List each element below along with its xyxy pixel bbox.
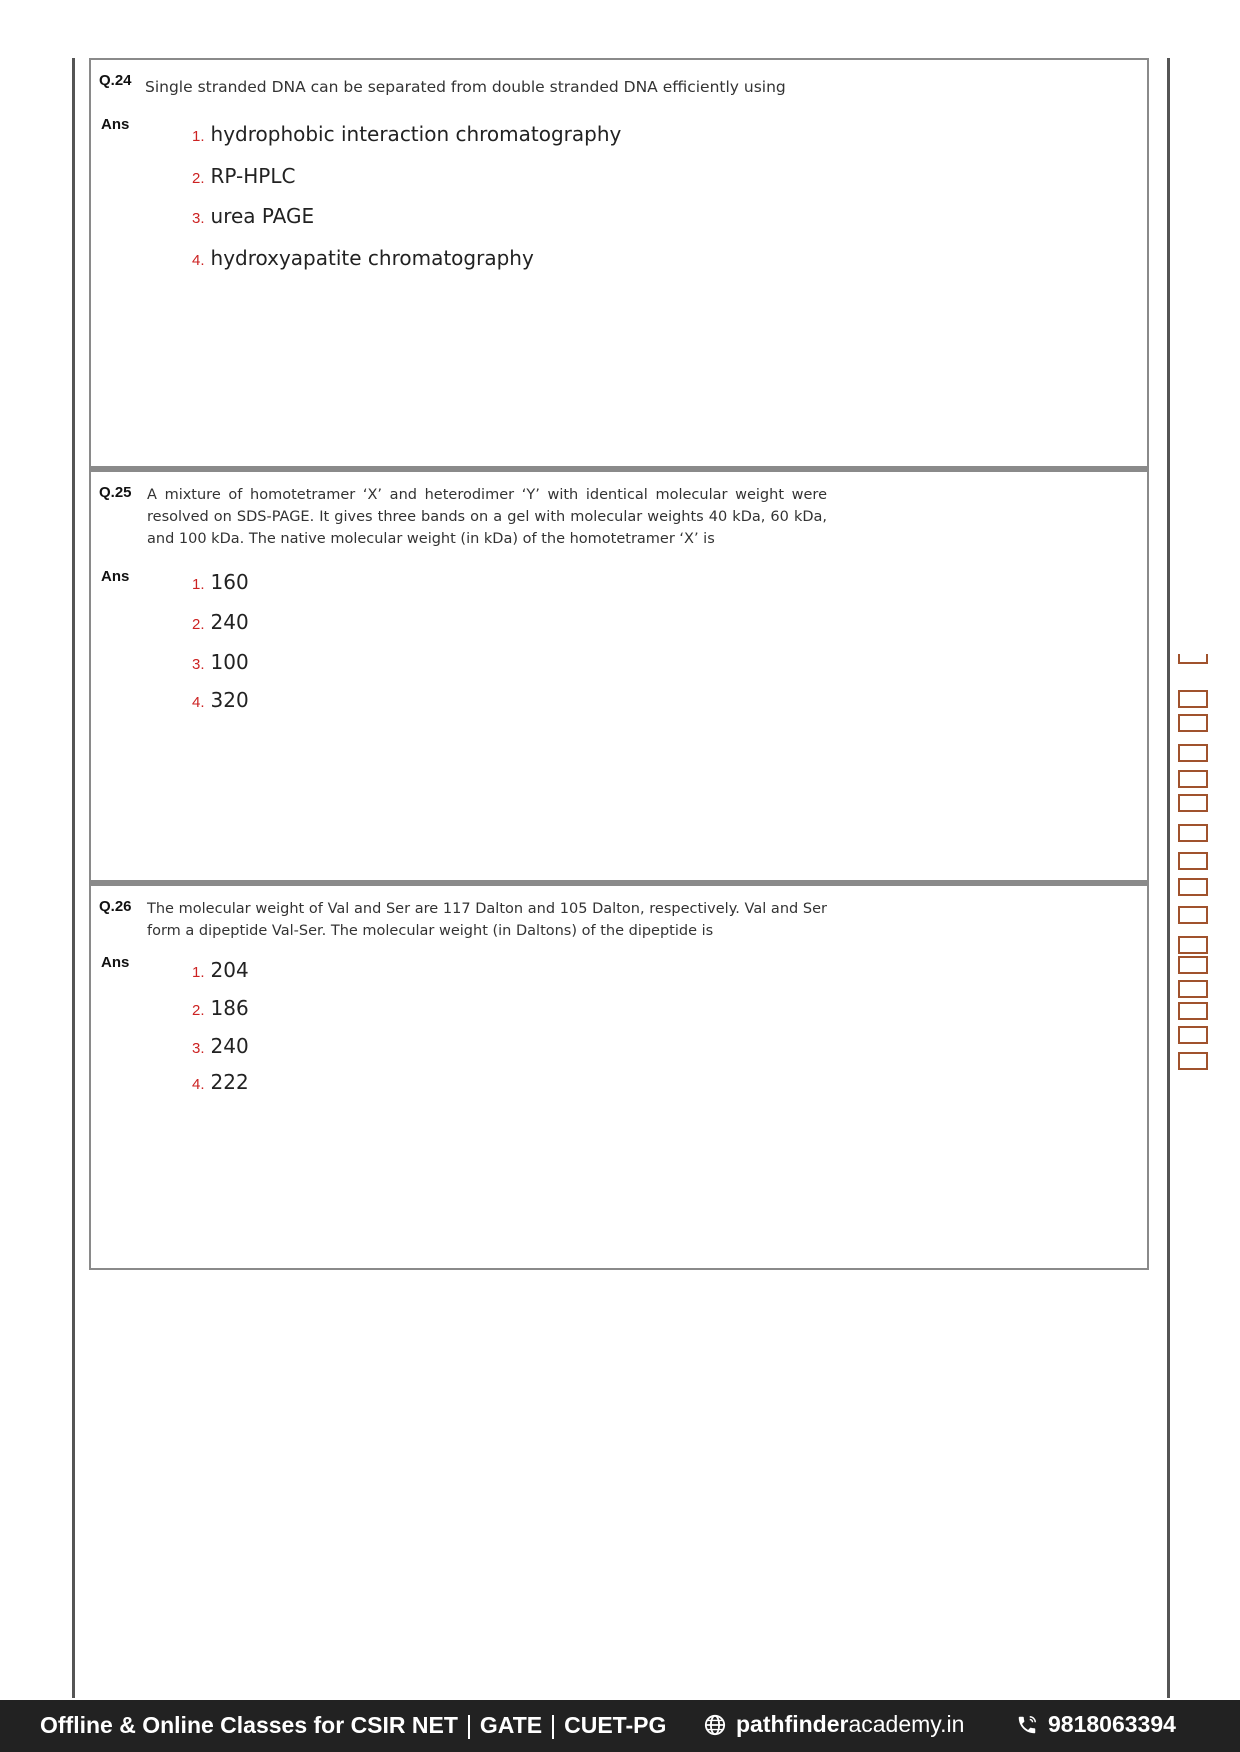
option-4 [192,1070,249,1094]
footer-website-link[interactable] [704,1711,964,1738]
question-box-24 [89,58,1149,470]
footer-phone[interactable] [1016,1711,1176,1738]
side-glyph-box [1178,690,1208,708]
option-text: urea PAGE [210,204,315,228]
footer-gate: GATE [479,1712,543,1738]
ans-label: Ans [101,954,130,971]
option-1 [192,122,621,146]
option-number: 3. [192,656,205,673]
question-number: Q.25 [99,484,132,501]
side-glyph-box [1178,1052,1208,1070]
option-2 [192,996,249,1020]
option-text: 222 [210,1070,249,1094]
side-glyph-box [1178,794,1208,812]
option-number: 3. [192,210,205,227]
option-number: 4. [192,1076,205,1093]
option-text: 240 [210,610,249,634]
divider [552,1715,554,1739]
option-number: 2. [192,616,205,633]
option-text: 186 [210,996,249,1020]
option-text: 320 [210,688,249,712]
question-box-26 [89,880,1149,1270]
globe-icon [704,1714,726,1736]
option-3 [192,1034,249,1058]
option-2 [192,610,249,634]
question-text: The molecular weight of Val and Ser are 117 Dalton and 105 Dalton, respectively. Val and Ser form a dipeptide Val-Ser. The molecular weight (in Daltons) of the dipeptide is [147,901,827,939]
footer-classes-main: Offline & Online Classes for CSIR NET [40,1712,458,1738]
footer-classes [40,1712,666,1739]
page-border-left [72,58,75,1698]
option-number: 4. [192,252,205,269]
divider [468,1715,470,1739]
side-glyph-box [1178,770,1208,788]
question-box-25 [89,466,1149,886]
side-glyph-box [1178,906,1208,924]
ans-label: Ans [101,116,130,133]
question-text: Single stranded DNA can be separated from double stranded DNA efficiently using [145,78,786,96]
question-text: A mixture of homotetramer ‘X’ and heterodimer ‘Y’ with identical molecular weight were resolved on SDS-PAGE. It gives three bands on a gel with molecular weights 40 kDa, 60 kDa, and 100 kDa. The native molecular weight (in kDa) of the homotetramer ‘X’ is [147,487,827,547]
option-1 [192,570,249,594]
side-glyph-box [1178,852,1208,870]
question-number: Q.24 [99,72,132,89]
website-bold: pathfinder [736,1711,849,1737]
option-number: 2. [192,1002,205,1019]
option-text: 204 [210,958,249,982]
option-number: 1. [192,128,205,145]
option-text: hydrophobic interaction chromatography [210,122,622,146]
option-number: 1. [192,576,205,593]
side-glyph-box [1178,824,1208,842]
ans-label: Ans [101,568,130,585]
side-glyph-box [1178,714,1208,732]
phone-number: 9818063394 [1048,1711,1176,1737]
option-4 [192,688,249,712]
option-number: 2. [192,170,205,187]
option-4 [192,246,534,270]
option-text: 160 [210,570,249,594]
footer-bar [0,1700,1240,1752]
option-3 [192,650,249,674]
option-1 [192,958,249,982]
option-3 [192,204,314,228]
option-number: 3. [192,1040,205,1057]
side-glyph-box [1178,654,1208,664]
question-number: Q.26 [99,898,132,915]
side-glyph-box [1178,980,1208,998]
footer-cuet: CUET-PG [564,1712,667,1738]
side-glyph-box [1178,744,1208,762]
side-glyph-box [1178,1002,1208,1020]
website-light: academy.in [848,1711,965,1737]
option-text: RP-HPLC [210,164,296,188]
phone-icon [1016,1714,1038,1736]
side-glyph-box [1178,878,1208,896]
option-text: hydroxyapatite chromatography [210,246,534,270]
option-text: 240 [210,1034,249,1058]
option-2 [192,164,295,188]
side-glyph-box [1178,1026,1208,1044]
option-number: 4. [192,694,205,711]
page-border-right [1167,58,1170,1698]
option-number: 1. [192,964,205,981]
option-text: 100 [210,650,249,674]
side-glyph-box [1178,956,1208,974]
side-glyph-box [1178,936,1208,954]
